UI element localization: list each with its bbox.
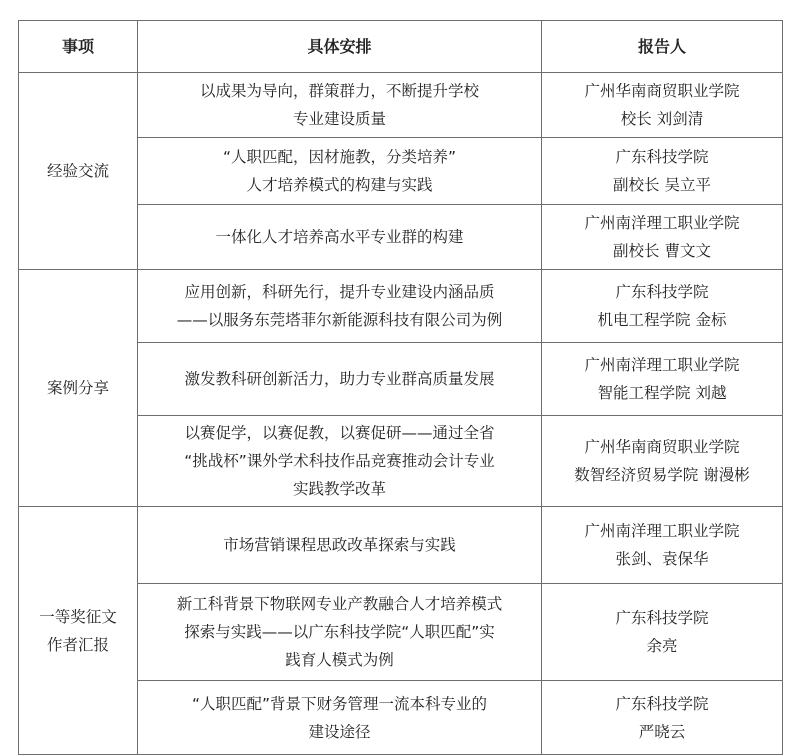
topic-line: 建设途径 — [308, 722, 371, 741]
topic-line: 专业建设质量 — [292, 110, 386, 128]
topic-line: 市场营销课程思政改革探索与实践 — [223, 536, 456, 554]
topic-cell — [138, 205, 542, 270]
reporter-line: 智能工程学院 刘越 — [597, 384, 727, 402]
topic-line: “人职匹配”背景下财务管理一流本科专业的 — [191, 694, 488, 713]
reporter-line: 副校长 吴立平 — [613, 176, 711, 194]
topic-cell — [138, 416, 542, 507]
topic-line: “人职匹配，因材施教，分类培养” — [222, 148, 457, 166]
category-cell — [19, 73, 138, 270]
reporter-cell — [542, 584, 783, 681]
topic-line: 以成果为导向，群策群力，不断提升学校 — [199, 82, 479, 100]
header-arrangement: 具体安排 — [138, 21, 542, 73]
reporter-line: 余亮 — [646, 637, 678, 655]
category-cell — [19, 507, 138, 755]
reporter-line: 副校长 曹文文 — [613, 242, 711, 260]
reporter-line: 数智经济贸易学院 谢漫彬 — [574, 466, 750, 484]
schedule-table — [18, 20, 783, 755]
topic-cell — [138, 681, 542, 755]
reporter-cell — [542, 681, 783, 755]
reporter-cell — [542, 205, 783, 270]
header-row — [19, 21, 783, 73]
reporter-cell — [542, 507, 783, 584]
category-line: 经验交流 — [46, 162, 109, 180]
category-line: 作者汇报 — [46, 635, 109, 654]
reporter-line: 广州华南商贸职业学院 — [584, 82, 740, 100]
reporter-line: 广东科技学院 — [615, 609, 709, 627]
category-line: 一等奖征文 — [39, 607, 117, 626]
topic-line: “挑战杯”课外学术科技作品竞赛推动会计专业 — [184, 452, 495, 470]
topic-cell — [138, 270, 542, 343]
reporter-line: 广东科技学院 — [615, 148, 709, 166]
topic-cell — [138, 507, 542, 584]
reporter-line: 广州华南商贸职业学院 — [584, 438, 740, 456]
topic-cell — [138, 138, 542, 205]
category-line: 案例分享 — [46, 379, 109, 397]
category-cell — [19, 270, 138, 507]
reporter-cell — [542, 343, 783, 416]
reporter-cell — [542, 416, 783, 507]
topic-line: 以赛促学，以赛促教，以赛促研——通过全省 — [184, 424, 495, 442]
topic-line: ——以服务东莞塔菲尔新能源科技有限公司为例 — [176, 311, 503, 329]
reporter-line: 广东科技学院 — [615, 283, 709, 301]
reporter-line: 校长 刘剑清 — [620, 110, 704, 128]
topic-line: 践育人模式为例 — [285, 651, 394, 669]
reporter-cell — [542, 73, 783, 138]
reporter-line: 张剑、袁保华 — [615, 550, 709, 568]
header-reporter: 报告人 — [542, 21, 783, 73]
topic-cell — [138, 584, 542, 681]
reporter-line: 机电工程学院 金标 — [597, 311, 727, 329]
reporter-line: 广州南洋理工职业学院 — [584, 522, 740, 540]
table-row — [19, 270, 783, 343]
reporter-line: 严晓云 — [638, 722, 686, 741]
topic-line: 应用创新，科研先行，提升专业建设内涵品质 — [184, 283, 495, 301]
topic-line: 一体化人才培养高水平专业群的构建 — [215, 228, 464, 246]
reporter-line: 广州南洋理工职业学院 — [584, 214, 740, 232]
reporter-cell — [542, 270, 783, 343]
topic-cell — [138, 343, 542, 416]
reporter-line: 广州南洋理工职业学院 — [584, 356, 740, 374]
topic-line: 人才培养模式的构建与实践 — [246, 176, 433, 194]
topic-line: 探索与实践——以广东科技学院“人职匹配”实 — [184, 623, 495, 641]
topic-line: 实践教学改革 — [292, 480, 386, 498]
table-row — [19, 73, 783, 138]
topic-line: 激发教科研创新活力，助力专业群高质量发展 — [184, 370, 495, 388]
reporter-line: 广东科技学院 — [615, 694, 709, 713]
topic-line: 新工科背景下物联网专业产教融合人才培养模式 — [176, 595, 503, 613]
header-item: 事项 — [19, 21, 138, 73]
topic-cell — [138, 73, 542, 138]
reporter-cell — [542, 138, 783, 205]
table-row — [19, 507, 783, 584]
